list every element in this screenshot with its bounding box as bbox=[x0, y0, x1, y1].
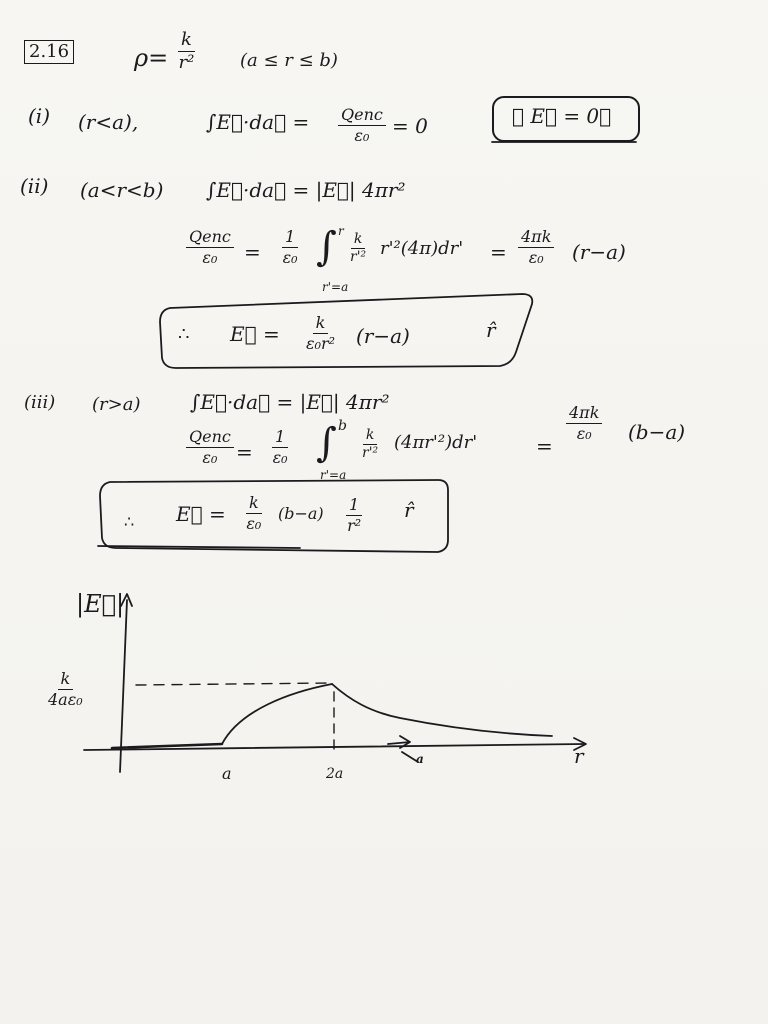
qenc-numerator: Qenc bbox=[338, 106, 386, 126]
equals-sign: = bbox=[490, 240, 507, 264]
y-tick-denominator: 4aε₀ bbox=[48, 689, 83, 709]
constant-denominator: ε₀ bbox=[272, 447, 288, 467]
part-i-zero: = 0 bbox=[392, 114, 428, 138]
part-iii-condition: (r>a) bbox=[92, 394, 141, 415]
result-numerator: 4πk bbox=[518, 228, 554, 248]
constant-denominator: ε₀ bbox=[282, 247, 298, 267]
graph-x-axis-label: r bbox=[574, 744, 584, 768]
part-ii-gauss: ∫E⃗·da⃗ = |E⃗| 4πr² bbox=[206, 178, 406, 202]
E-denominator: ε₀r² bbox=[306, 333, 336, 353]
part-iii-result-rest: (b−a) bbox=[628, 420, 686, 444]
integrand-denominator: r'² bbox=[362, 445, 379, 462]
integral-lower-limit: r'=a bbox=[322, 280, 349, 294]
therefore-symbol: ∴ bbox=[124, 512, 135, 531]
field-curve-decaying bbox=[332, 684, 552, 736]
graph-curve-marker: a bbox=[416, 752, 424, 766]
part-iii-E-mid: (b−a) bbox=[278, 504, 324, 523]
qenc-denominator: ε₀ bbox=[354, 125, 370, 145]
constant-numerator: 1 bbox=[282, 228, 298, 248]
qenc-denominator: ε₀ bbox=[202, 247, 218, 267]
part-ii-result-box bbox=[160, 294, 532, 368]
integrand-rest: (4πr'²)dr' bbox=[394, 432, 478, 453]
equals-sign: = bbox=[536, 434, 553, 458]
field-curve-zero bbox=[112, 744, 222, 748]
part-i-label: (i) bbox=[28, 104, 51, 128]
E-denominator: ε₀ bbox=[246, 513, 262, 533]
integrand-numerator: k bbox=[351, 232, 365, 249]
result-numerator: 4πk bbox=[566, 404, 602, 424]
part-iii-gauss: ∫E⃗·da⃗ = |E⃗| 4πr² bbox=[190, 390, 390, 414]
part-ii-condition: (a<r<b) bbox=[80, 178, 164, 202]
integrand-rest: r'²(4π)dr' bbox=[380, 238, 464, 259]
equals-sign: = bbox=[236, 440, 253, 464]
marker-stroke bbox=[402, 752, 418, 762]
E-numerator: k bbox=[246, 494, 262, 514]
integral-sign: ∫ bbox=[316, 224, 337, 270]
part-ii-result-rest: (r−a) bbox=[572, 240, 626, 264]
problem-number: 2.16 bbox=[24, 40, 74, 64]
integral-upper-limit: r bbox=[338, 224, 344, 238]
equals-sign: = bbox=[244, 240, 261, 264]
qenc-denominator: ε₀ bbox=[202, 447, 218, 467]
constant-numerator: 1 bbox=[272, 428, 288, 448]
charge-range: (a ≤ r ≤ b) bbox=[240, 50, 338, 71]
rho-lhs: ρ= bbox=[134, 44, 169, 72]
part-iii-E-eq: E⃗ = bbox=[176, 502, 226, 526]
unit-vector-r: r̂ bbox=[486, 318, 496, 342]
result-denominator: ε₀ bbox=[528, 247, 544, 267]
qenc-numerator: Qenc bbox=[186, 428, 234, 448]
rho-denominator: r² bbox=[178, 51, 195, 73]
field-curve-rising bbox=[222, 684, 332, 744]
part-ii-label: (ii) bbox=[20, 174, 49, 198]
peak-guide-horizontal bbox=[136, 683, 330, 685]
qenc-numerator: Qenc bbox=[186, 228, 234, 248]
part-i-gauss: ∫E⃗·da⃗ = bbox=[206, 110, 310, 134]
graph-x-tick-2a: 2a bbox=[326, 766, 344, 782]
integral-upper-limit: b bbox=[338, 418, 347, 434]
y-tick-numerator: k bbox=[58, 670, 74, 690]
part-ii-E-rest: (r−a) bbox=[356, 324, 410, 348]
inverse-numerator: 1 bbox=[346, 496, 362, 516]
unit-vector-r: r̂ bbox=[404, 498, 414, 522]
integrand-denominator: r'² bbox=[350, 249, 367, 266]
integrand-numerator: k bbox=[363, 428, 377, 445]
part-ii-E-eq: E⃗ = bbox=[230, 322, 280, 346]
inverse-denominator: r² bbox=[347, 515, 362, 535]
rho-numerator: k bbox=[178, 30, 195, 52]
part-i-condition: (r<a), bbox=[78, 110, 139, 134]
part-i-result: ∴ E⃗ = 0⃗ bbox=[512, 104, 612, 128]
graph-x-tick-a: a bbox=[222, 764, 232, 783]
graph-y-axis-label: |E⃗| bbox=[76, 590, 125, 618]
result-denominator: ε₀ bbox=[576, 423, 592, 443]
therefore-symbol: ∴ bbox=[178, 324, 190, 345]
integral-sign: ∫ bbox=[316, 420, 337, 466]
part-iii-result-box bbox=[100, 480, 448, 552]
E-numerator: k bbox=[313, 314, 329, 334]
integral-lower-limit: r'=a bbox=[320, 468, 347, 482]
part-iii-label: (iii) bbox=[24, 392, 56, 413]
